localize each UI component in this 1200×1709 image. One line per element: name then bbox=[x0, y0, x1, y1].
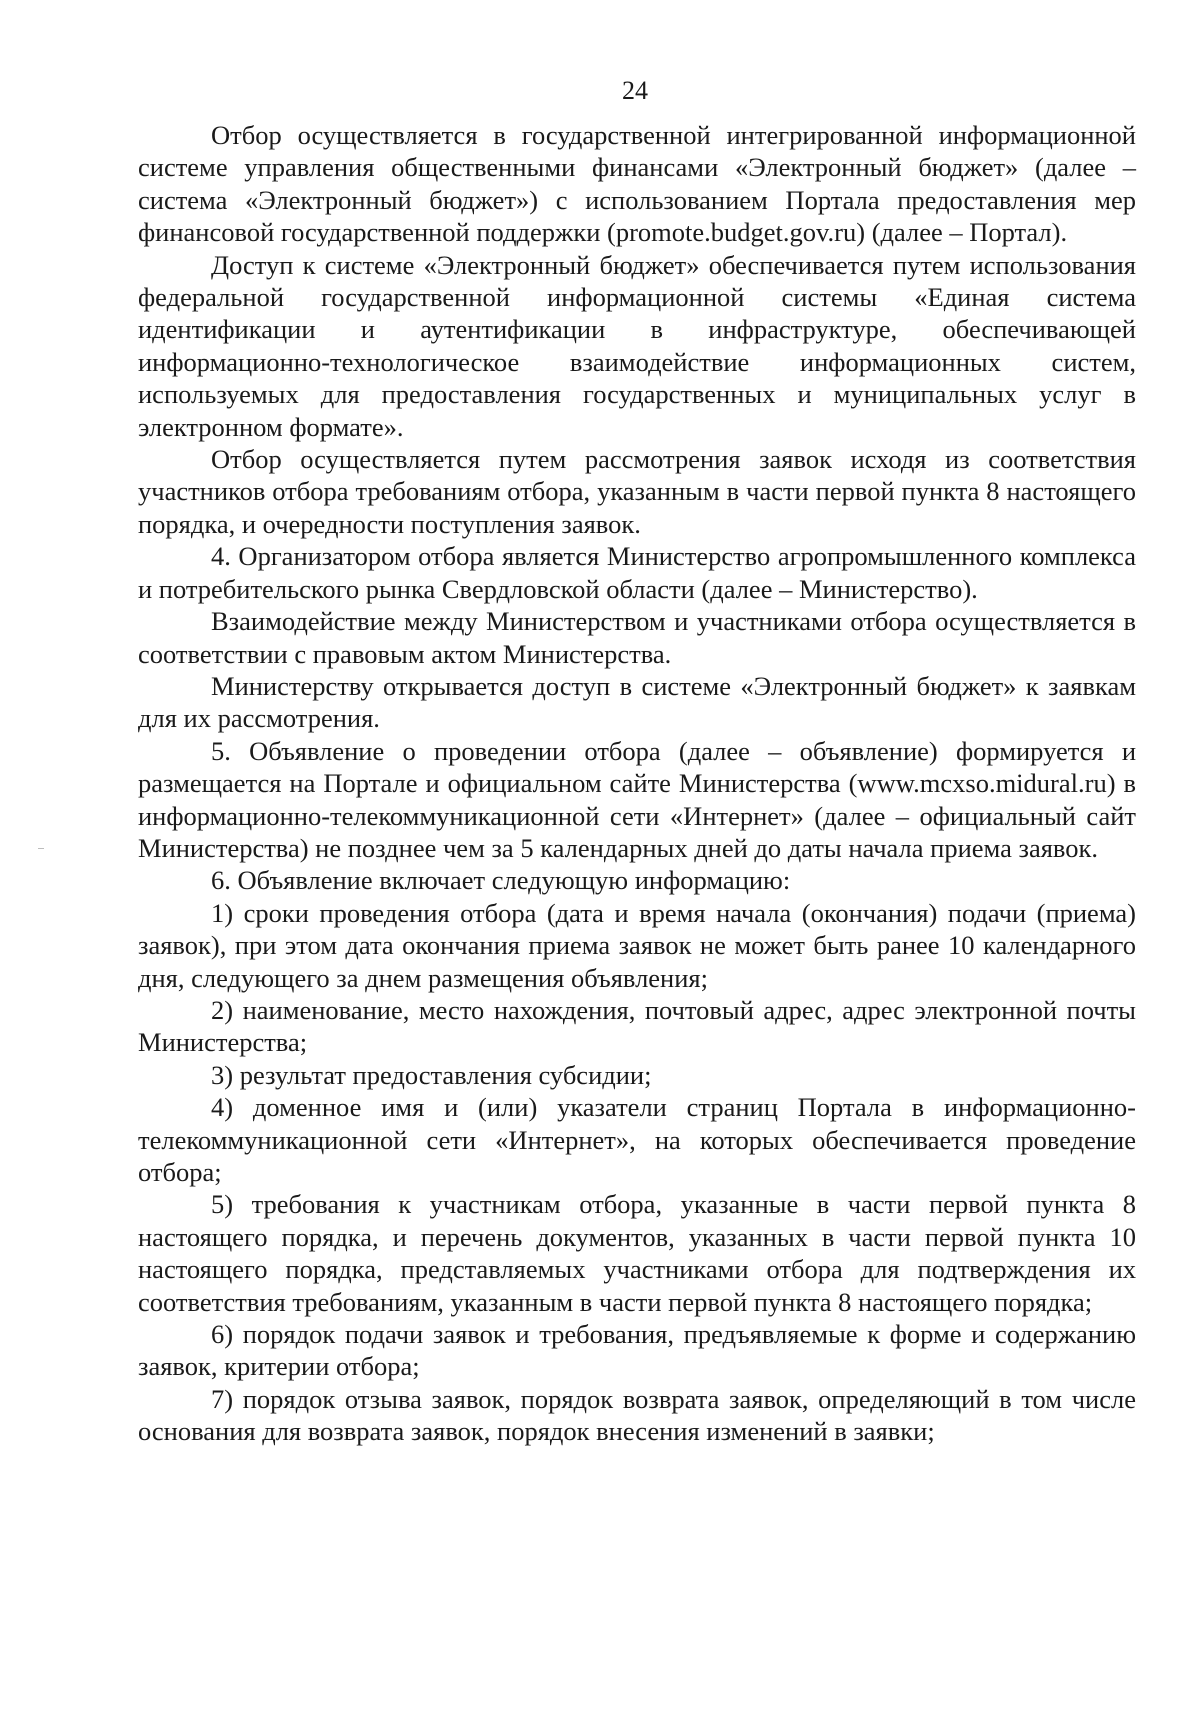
list-item-1-deadlines: 1) сроки проведения отбора (дата и время начала (окончания) подачи (приема) заявок), при этом дата окончания приема заявок не может быть ранее 10 календарного дня, следующего за днем размещения объявления; bbox=[138, 897, 1136, 993]
paragraph-interaction: Взаимодействие между Министерством и участниками отбора осуществляется в соответствии с правовым актом Министерства. bbox=[138, 606, 1136, 669]
document-body bbox=[138, 119, 1136, 1448]
paragraph-selection-system: Отбор осуществляется в государственной интегрированной информационной системе управления общественными финансами «Электронный бюджет» (далее – система «Электронный бюджет») с использованием Портала предоставления мер финансовой государственной поддержки (promote.budget.gov.ru) (далее – Портал). bbox=[138, 120, 1136, 248]
list-item-2-ministry-details: 2) наименование, место нахождения, почтовый адрес, адрес электронной почты Министерства; bbox=[138, 994, 1136, 1058]
paragraph-clause-5-announcement: 5. Объявление о проведении отбора (далее – объявление) формируется и размещается на Портале и официальном сайте Министерства (www.mcxso.midural.ru) в информационно-телекоммуникационной сети «Интернет» (далее – официальный сайт Министерства) не позднее чем за 5 календарных дней до даты начала приема заявок. bbox=[138, 735, 1136, 863]
list-item-7-withdrawal-order: 7) порядок отзыва заявок, порядок возврата заявок, определяющий в том числе основания для возврата заявок, порядок внесения изменений в заявки; bbox=[138, 1383, 1136, 1447]
page-number: 24 bbox=[622, 76, 648, 105]
list-item-3-subsidy-result: 3) результат предоставления субсидии; bbox=[211, 1059, 652, 1090]
paragraph-ministry-access: Министерству открывается доступ в системе «Электронный бюджет» к заявкам для их рассмотрения. bbox=[138, 670, 1136, 734]
list-item-5-requirements: 5) требования к участникам отбора, указанные в части первой пункта 8 настоящего порядка, и перечень документов, указанных в части первой пункта 10 настоящего порядка, представляемых участниками отбора для подтверждения их соответствия требованиям, указанным в части первой пункта 8 настоящего порядка; bbox=[138, 1189, 1136, 1317]
paragraph-clause-6-contents: 6. Объявление включает следующую информацию: bbox=[211, 865, 791, 896]
paragraph-system-access: Доступ к системе «Электронный бюджет» обеспечивается путем использования федеральной государственной информационной системы «Единая система идентификации и аутентификации в инфраструктуре, обеспечивающей информационно-технологическое взаимодействие информационных систем, используемых для предоставления государственных и муниципальных услуг в электронном формате». bbox=[138, 249, 1136, 442]
list-item-6-submission-order: 6) порядок подачи заявок и требования, предъявляемые к форме и содержанию заявок, критерии отбора; bbox=[138, 1319, 1136, 1382]
paragraph-clause-4-organizer: 4. Организатором отбора является Министерство агропромышленного комплекса и потребительского рынка Свердловской области (далее – Министерство). bbox=[138, 541, 1136, 604]
scan-margin-mark bbox=[38, 848, 44, 849]
list-item-4-domain-name: 4) доменное имя и (или) указатели страниц Портала в информационно-телекоммуникационной сети «Интернет», на которых обеспечивается проведение отбора; bbox=[138, 1092, 1136, 1187]
paragraph-selection-method: Отбор осуществляется путем рассмотрения заявок исходя из соответствия участников отбора требованиям отбора, указанным в части первой пункта 8 настоящего порядка, и очередности поступления заявок. bbox=[138, 444, 1136, 539]
